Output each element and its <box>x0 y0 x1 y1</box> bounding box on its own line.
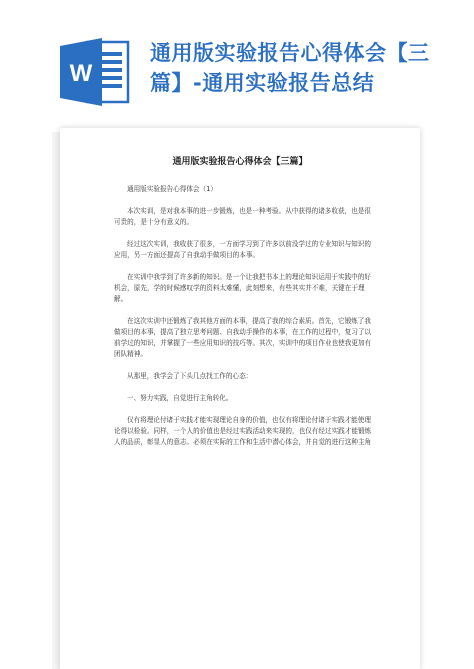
logo-letter: W <box>69 60 93 87</box>
page-header <box>0 0 474 120</box>
paragraph: 一、努力实践，自觉进行主角转化。 <box>127 394 233 402</box>
paragraph: 仅有将理论付诸于实践才能实现理论自身的价值，也仅有将理论付诸于实践才能使理论得以检验。同样，一个人的价值也是经过实践活动来实现的，也仅有经过实践才能锻炼人的品质，彰显人的意志。必须在实际的工作和生活中潜心体会，并自觉的进行这种主角 <box>114 416 372 446</box>
document-body <box>114 184 372 459</box>
page-title: 通用版实验报告心得体会【三篇】-通用实验报告总结 <box>150 41 430 95</box>
paragraph: 从那里，我学会了下头几点找工作的心态： <box>127 372 253 380</box>
paragraph: 本次实训，是对我本事的进一步锻炼，也是一种考验。从中获得的诸多收获，也是很可贵的，是十分有意义的。 <box>114 207 371 226</box>
document-subtitle: 通用版实验报告心得体会（1） <box>127 185 217 193</box>
document-title: 通用版实验报告心得体会【三篇】 <box>172 157 308 167</box>
paragraph: 在实训中我学到了许多新的知识。是一个让我把书本上的理论知识运用于实践中的好机会，原先，学的时候感叹学的资料太难懂，此刻想来，有些其实并不难，关键在于理解。 <box>114 273 371 303</box>
document-page <box>60 128 420 669</box>
paragraph: 在这次实训中还锻炼了我其他方面的本事，提高了我的综合素质。首先，它锻炼了我做项目的本事，提高了独立思考问题、自我动手操作的本事，在工作的过程中，复习了以前学过的知识，并掌握了一些应用知识的技巧等。其次，实训中的项目作业也使我更加有团队精神。 <box>114 317 372 358</box>
word-document-icon <box>58 36 132 108</box>
paragraph: 经过这次实训，我收获了很多，一方面学习到了许多以前没学过的专业知识与知识的应用，另一方面还提高了自我动手做项目的本事。 <box>114 240 371 259</box>
